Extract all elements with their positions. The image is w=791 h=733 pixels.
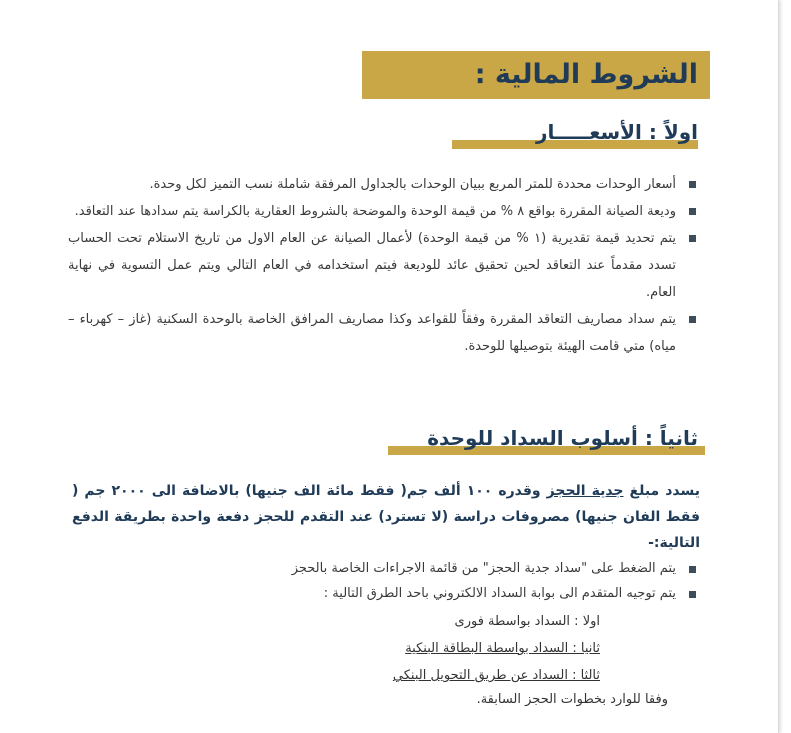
square-bullet-icon [689, 316, 696, 323]
list-item: يتم توجيه المتقدم الى بوابة السداد الالكتروني باحد الطرق التالية : [200, 581, 698, 606]
payment-method-bank-card: ثانيا : السداد بواسطة البطاقة البنكية [405, 641, 600, 656]
payment-method-bank-transfer: ثالثا : السداد عن طريق التحويل البنكي [392, 668, 600, 683]
square-bullet-icon [689, 208, 696, 215]
payment-steps-list [200, 556, 698, 606]
reservation-deposit-term: جدية الحجز [546, 483, 624, 499]
main-title: الشروط المالية : [362, 51, 710, 99]
list-item: يتم تحديد قيمة تقديرية (١ % من قيمة الوحدة) لأعمال الصيانة عن العام الاول من تاريخ الاستلام تحت الحساب تسدد مقدماً عند التعاقد لحين تحقيق عائد للوديعة فيتم استخدامه في العام التالي ويتم عمل التسوية في نهاية العام. [68, 225, 698, 306]
list-item: أسعار الوحدات محددة للمتر المربع ببيان الوحدات بالجداول المرفقة شاملة نسب التميز لكل وحدة. [68, 171, 698, 198]
pricing-bullet-list [68, 171, 698, 360]
payment-method-fawry: اولا : السداد بواسطة فورى [454, 614, 600, 629]
list-item: يتم سداد مصاريف التعاقد المقررة وفقاً للقواعد وكذا مصاريف المرافق الخاصة بالوحدة السكنية (غاز – كهرباء – مياه) متي قامت الهيئة بتوصيلها للوحدة. [68, 306, 698, 360]
closing-note: وفقا للوارد بخطوات الحجز السابقة. [476, 692, 668, 707]
payment-paragraph: يسدد مبلغ جدية الحجز وقدره ١٠٠ ألف جم( فقط مائة الف جنيها) بالاضافة الى ٢٠٠٠ جم ( فقط الفان جنيها) مصروفات دراسة (لا تسترد) عند التقدم للحجز دفعة واحدة بطريقة الدفع التالية:- [72, 483, 700, 551]
square-bullet-icon [689, 591, 696, 598]
list-item: وديعة الصيانة المقررة بواقع ٨ % من قيمة الوحدة والموضحة بالشروط العقارية بالكراسة يتم سدادها عند التعاقد. [68, 198, 698, 225]
square-bullet-icon [689, 181, 696, 188]
square-bullet-icon [689, 235, 696, 242]
payment-methods [300, 608, 600, 689]
section1-heading: اولاً : الأسعـــــار [535, 120, 698, 144]
section2-heading: ثانياً : أسلوب السداد للوحدة [427, 426, 698, 450]
square-bullet-icon [689, 566, 696, 573]
list-item: يتم الضغط على "سداد جدية الحجز" من قائمة الاجراءات الخاصة بالحجز [200, 556, 698, 581]
